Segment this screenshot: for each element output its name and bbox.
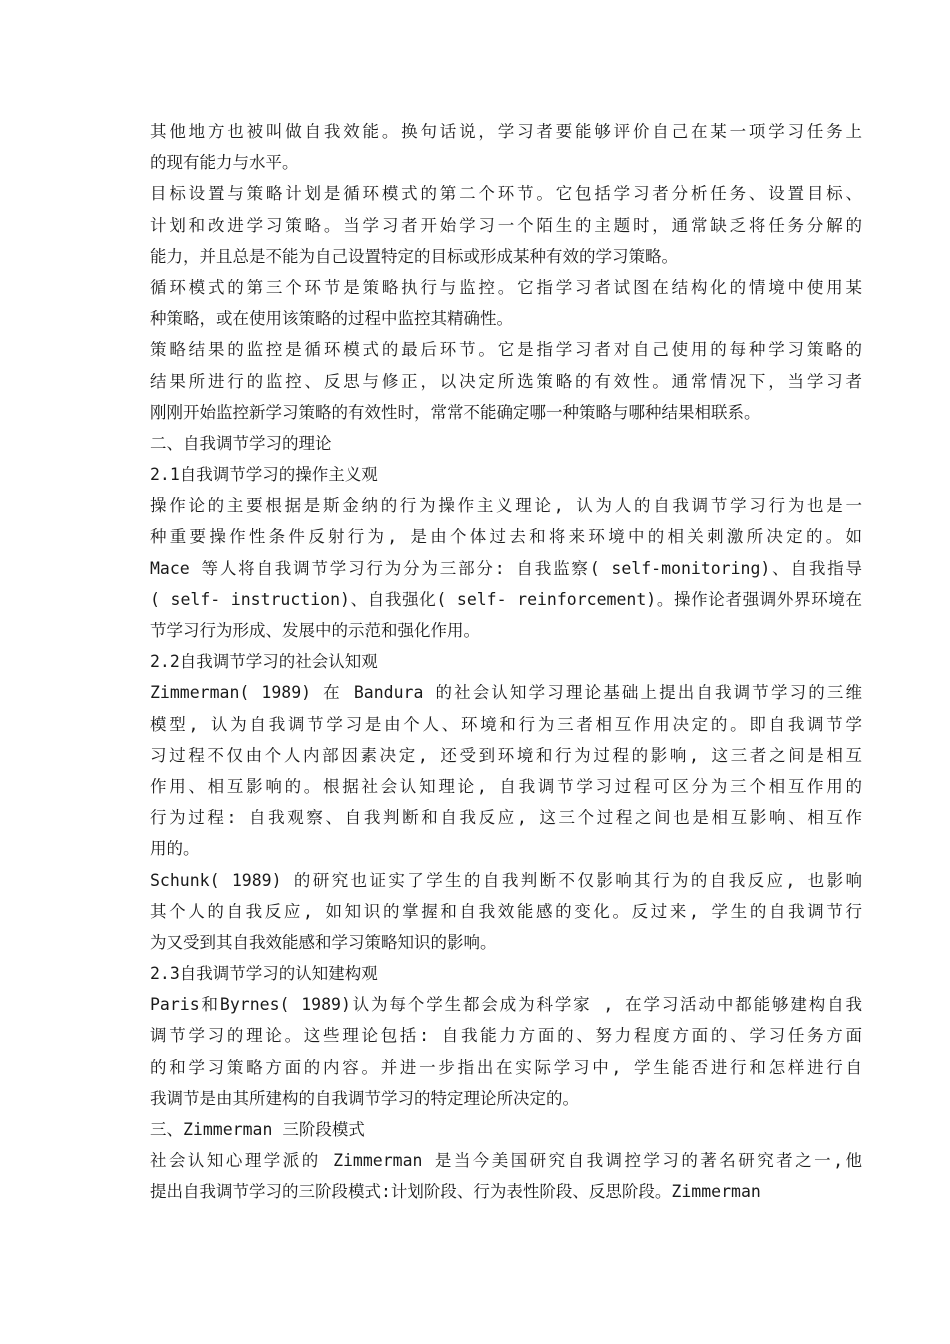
text-line: 操作论的主要根据是斯金纳的行为操作主义理论, 认为人的自我调节学习行为也是一 — [150, 496, 862, 516]
paragraph — [150, 1145, 862, 1207]
text-line: 的现有能力与水平。 — [150, 153, 299, 173]
text-line: 结果所进行的监控、反思与修正，以决定所选策略的有效性。通常情况下，当学习者 — [150, 371, 862, 391]
text-line: 模型, 认为自我调节学习是由个人、环境和行为三者相互作用决定的。即自我调节学 — [150, 714, 862, 734]
text-line: 习过程不仅由个人内部因素决定, 还受到环境和行为过程的影响, 这三者之间是相互 — [150, 745, 862, 765]
paragraph — [150, 334, 862, 428]
text-line: Paris和Byrnes( 1989)认为每个学生都会成为科学家 , 在学习活动中都能够建构自我 — [150, 995, 862, 1015]
text-line: 计划和改进学习策略。当学习者开始学习一个陌生的主题时，通常缺乏将任务分解的 — [150, 215, 862, 235]
paragraph — [150, 677, 862, 864]
paragraph — [150, 865, 862, 959]
text-line: Mace 等人将自我调节学习行为分为三部分: 自我监察( self-monitoring)、自我指导 — [150, 558, 862, 578]
section-heading: 2.1自我调节学习的操作主义观 — [150, 465, 378, 485]
text-line: 策略结果的监控是循环模式的最后环节。它是指学习者对自己使用的每种学习策略的 — [150, 340, 862, 360]
paragraph — [150, 989, 862, 1114]
paragraph — [150, 490, 862, 646]
text-line: 种策略，或在使用该策略的过程中监控其精确性。 — [150, 309, 513, 329]
paragraph — [150, 178, 862, 272]
text-line: Zimmerman( 1989) 在 Bandura 的社会认知学习理论基础上提出自我调节学习的三维 — [150, 683, 862, 703]
text-line: 能力，并且总是不能为自己设置特定的目标或形成某种有效的学习策略。 — [150, 246, 678, 266]
section-heading: 2.2自我调节学习的社会认知观 — [150, 652, 378, 672]
text-line: 作用、相互影响的。根据社会认知理论, 自我调节学习过程可区分为三个相互作用的 — [150, 776, 862, 796]
text-line: 我调节是由其所建构的自我调节学习的特定理论所决定的。 — [150, 1088, 579, 1108]
text-line: 提出自我调节学习的三阶段模式:计划阶段、行为表性阶段、反思阶段。Zimmerman — [150, 1182, 761, 1202]
text-line: 行为过程: 自我观察、自我判断和自我反应, 这三个过程之间也是相互影响、相互作 — [150, 808, 862, 828]
section-heading: 2.3自我调节学习的认知建构观 — [150, 964, 378, 984]
section-heading: 三、Zimmerman 三阶段模式 — [150, 1120, 365, 1139]
text-line: 刚刚开始监控新学习策略的有效性时，常常不能确定哪一种策略与哪种结果相联系。 — [150, 402, 761, 422]
section-heading: 二、自我调节学习的理论 — [150, 433, 332, 453]
text-line: 用的。 — [150, 839, 200, 859]
text-line: 目标设置与策略计划是循环模式的第二个环节。它包括学习者分析任务、设置目标、 — [150, 184, 862, 204]
text-line: 调节学习的理论。这些理论包括: 自我能力方面的、努力程度方面的、学习任务方面 — [150, 1026, 862, 1046]
text-line: 的和学习策略方面的内容。并进一步指出在实际学习中, 学生能否进行和怎样进行自 — [150, 1057, 862, 1077]
text-line: ( self- instruction)、自我强化( self- reinforcement)。操作论者强调外界环境在 — [150, 589, 862, 609]
text-line: 社会认知心理学派的 Zimmerman 是当今美国研究自我调控学习的著名研究者之一,他 — [150, 1151, 862, 1171]
text-line: 其个人的自我反应, 如知识的掌握和自我效能感的变化。反过来, 学生的自我调节行 — [150, 901, 862, 921]
paragraph — [150, 116, 862, 178]
text-line: 种重要操作性条件反射行为, 是由个体过去和将来环境中的相关刺激所决定的。如 — [150, 527, 862, 547]
paragraph — [150, 272, 862, 334]
text-line: 其他地方也被叫做自我效能。换句话说，学习者要能够评价自己在某一项学习任务上 — [150, 122, 862, 141]
document-page — [150, 116, 862, 1208]
text-line: Schunk( 1989) 的研究也证实了学生的自我判断不仅影响其行为的自我反应, 也影响 — [150, 870, 862, 890]
text-line: 节学习行为形成、发展中的示范和强化作用。 — [150, 621, 480, 640]
text-line: 循环模式的第三个环节是策略执行与监控。它指学习者试图在结构化的情境中使用某 — [150, 277, 862, 297]
text-line: 为又受到其自我效能感和学习策略知识的影响。 — [150, 932, 497, 952]
